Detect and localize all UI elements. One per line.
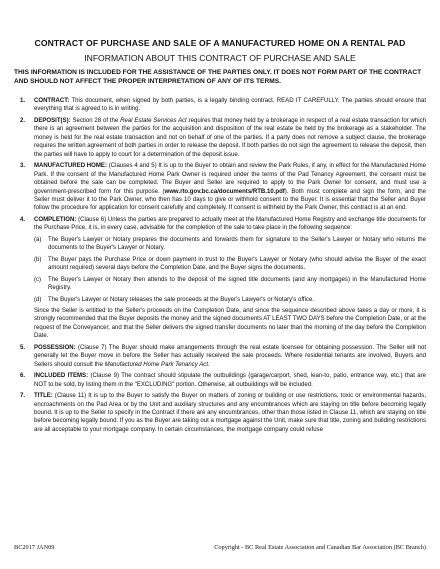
- section-deposits: [14, 117, 426, 159]
- section-heading: CONTRACT:: [34, 98, 70, 104]
- section-text: requires that money held by a brokerage in respect of a real estate transaction for which there is an agreement between the parties for the acquisition and disposition of the real estate be held by the brokerage as a stakeholder. The money is held for the real estate transaction and not on behalf of one of the parties. If a party does not remove a subject clause, the brokerage requires the written agreement of both parties in order to release the deposit. If both parties do not sign the agreement to release the deposit, then the parties will have to apply to court for a determination of the deposit issue.: [34, 117, 426, 158]
- section-paragraph: [34, 372, 426, 389]
- section-text: (Clause 9) The contract should stipulate the outbuildings (garage/carport, shed, lean-to, patio, entrance way, etc.) that are NOT to be sold, by listing them in the "EXCLUDING" portion. Otherwise, all outbuildings will be included.: [34, 373, 426, 388]
- completion-step-c: [34, 276, 426, 293]
- section-number: 1.: [20, 98, 26, 104]
- section-possession: [14, 344, 426, 369]
- section-text: This document, when signed by both parties, is a legally binding contract. READ IT CAREFULLY. The parties should ensure that everything that is agreed to is in writing.: [34, 98, 426, 113]
- completion-note: Since the Seller is entitled to the Seller's proceeds on the Completion Date, and since the sequence described above takes a day or more, it is strongly recommended that the Buyer deposits the money and the signed documents AT LEAST TWO DAYS before the Completion Date, or at the request of the Conveyancer, and that the Seller delivers the signed transfer documents no later than the morning of the day before the Completion Date.: [34, 307, 426, 340]
- step-text: The Buyer's Lawyer or Notary prepares the documents and forwards them for signature to the Seller's Lawyer or Notary who returns the documents to the Buyer's Lawyer or Notary.: [48, 236, 426, 252]
- section-paragraph: [34, 216, 426, 233]
- section-completion: [14, 216, 426, 341]
- form-url: www.rto.gov.bc.ca/documents/RTB.10.pdf: [164, 188, 285, 195]
- section-text: (Clause 6) Unless the parties are prepared to actually meet at the Manufactured Home Registry and exchange title documents for the Purchase Price, it is, in every case, advisable for the completion of the sale to take place in the following sequence:: [34, 216, 426, 232]
- section-heading: INCLUDED ITEMS:: [34, 373, 89, 380]
- section-included-items: [14, 372, 426, 389]
- step-label: (a): [34, 236, 42, 243]
- completion-step-a: [34, 236, 426, 253]
- step-text: The Buyer pays the Purchase Price or down payment in trust to the Buyer's Lawyer or Notary (who should advise the Buyer of the exact amount required) several days before the Completion Date, and the Buyer signs the documents.: [48, 256, 426, 272]
- step-label: (d): [34, 296, 42, 303]
- section-text: (Clause 7) The Buyer should make arrangements through the real estate licensee for obtaining possession. The Seller will not generally let the Buyer move in before the Seller has actually received the sale proceeds. Where residential tenants are involved, Buyers and Sellers should consult the: [34, 344, 426, 368]
- section-number: 5.: [20, 344, 26, 351]
- section-heading: COMPLETION:: [34, 216, 77, 223]
- section-manufactured-home: [14, 162, 426, 213]
- step-text: The Buyer's Lawyer or Notary then attends to the deposit of the signed title documents (and any mortgages) in the Manufactured Home Registry.: [48, 276, 426, 292]
- section-text: (Clauses 4 and 5) It is up to the Buyer to obtain and review the Park Rules, if any, in effect for the Manufactured Home Park. If the consent of the Manufactured Home Park Owner is required under the terms of the Pad Tenancy Agreement, the consent must be obtained before the sale can be completed. The Buyer and Seller are required to apply to the Park Owner for consent, and must use a government-prescribed form for this purpose. (: [34, 163, 426, 195]
- section-paragraph: [34, 344, 426, 369]
- section-number: 7.: [20, 393, 26, 400]
- section-number: 3.: [20, 163, 26, 170]
- section-number: 6.: [20, 373, 26, 380]
- section-contract: [14, 97, 426, 114]
- section-number: 4.: [20, 216, 26, 223]
- section-paragraph: [34, 392, 426, 434]
- section-text: Section 28 of the: [70, 117, 121, 124]
- section-heading: DEPOSIT(S):: [34, 117, 71, 124]
- section-heading: MANUFACTURED HOME:: [34, 163, 107, 170]
- step-text: The Buyer's Lawyer or Notary releases the sale proceeds at the Buyer's Lawyer's or Notary's office.: [48, 296, 314, 303]
- document-subtitle: INFORMATION ABOUT THIS CONTRACT OF PURCHASE AND SALE: [84, 53, 356, 63]
- section-text: ). Both must complete and sign the form, and the Seller must deliver it to the Park Owner, who then has 10 days to give or withhold consent to the Buyer. It is essential that the Seller and Buyer follow the procedure for application for consent carefully and completely. If consent is withheld by the Park Owner, this contract is at an end.: [34, 188, 426, 212]
- assistance-notice: THIS INFORMATION IS INCLUDED FOR THE ASSISTANCE OF THE PARTIES ONLY. IT DOES NOT FORM PART OF THE CONTRACT AND SHOULD NOT AFFECT THE PROPER INTERPRETATION OF ANY OF ITS TERMS.: [14, 69, 422, 85]
- completion-step-d: [34, 296, 426, 304]
- section-paragraph: [34, 117, 426, 159]
- section-text: (Clause 11) It is up to the Buyer to satisfy the Buyer on matters of zoning or building or use restrictions, toxic or environmental hazards, encroachments on the Pad Area or by the Unit and auxiliary structures and any encumbrances which are staying on title before becoming legally bound. It is up to the Seller to specify in the Contract if there are any encumbrances, other than those listed in Clause 11, which are staying on title before becoming legally bound. If you as the Buyer are taking out a mortgage against the Unit, make sure that title, zoning and building restrictions are all acceptable to your mortgage company. In certain circumstances, the mortgage company could refuse: [34, 393, 426, 433]
- section-title: [14, 392, 426, 434]
- section-paragraph: [34, 97, 426, 114]
- copyright-notice: Copyright - BC Real Estate Association and Canadian Bar Association (BC Branch): [214, 544, 426, 551]
- section-heading: POSSESSION:: [34, 344, 76, 351]
- section-number: 2.: [20, 117, 26, 124]
- section-text: .: [208, 361, 210, 368]
- completion-step-b: [34, 256, 426, 273]
- act-reference: Real Estate Services Act: [120, 117, 187, 124]
- form-version-code: BC2017 JAN09: [14, 544, 55, 551]
- document-body: [14, 97, 426, 437]
- act-reference: Manufactured Home Park Tenancy Act: [104, 361, 209, 368]
- section-paragraph: [34, 162, 426, 213]
- step-label: (b): [34, 256, 42, 263]
- document-title: CONTRACT OF PURCHASE AND SALE OF A MANUFACTURED HOME ON A RENTAL PAD: [34, 38, 406, 48]
- section-heading: TITLE:: [34, 393, 53, 400]
- step-label: (c): [34, 276, 42, 283]
